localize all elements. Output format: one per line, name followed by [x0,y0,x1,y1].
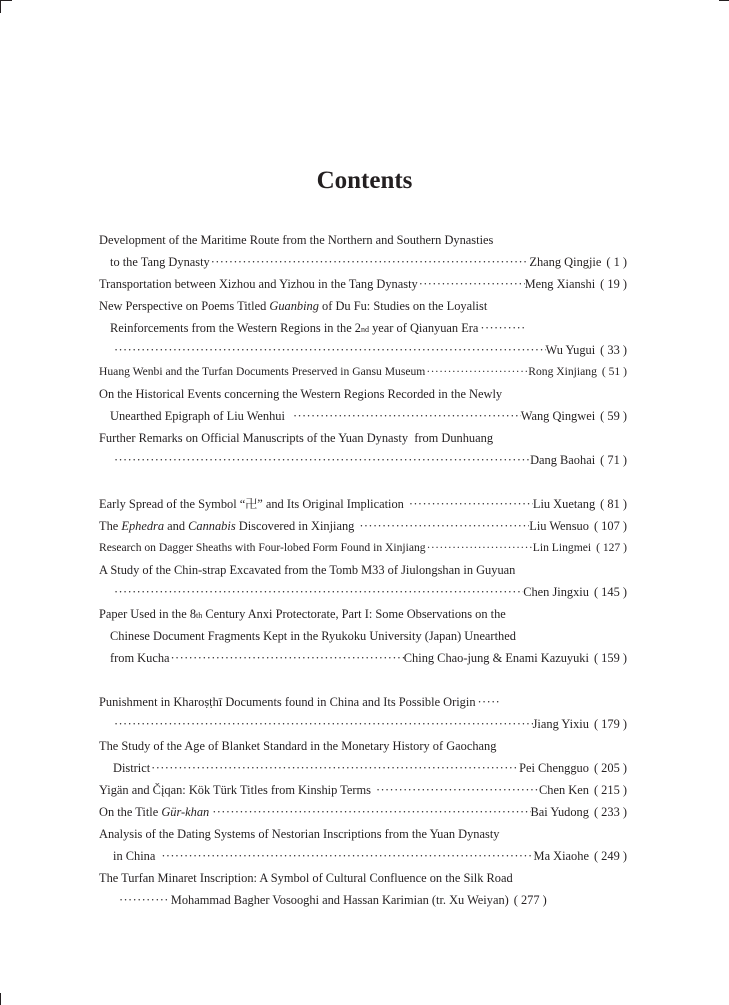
toc-entry-line [99,581,627,603]
entry-page: ( 159 ) [593,651,627,665]
table-of-contents [99,229,627,911]
entry-author: Jiang Yixiu [532,717,589,731]
entry-title: The [99,519,122,533]
dot-leader [113,713,533,735]
entry-author: Ching Chao-jung & Enami Kazuyuki [403,651,589,665]
toc-entry-line [99,713,627,735]
toc-entry-line [99,405,627,427]
toc-entry-line [99,625,627,647]
dot-leader [113,449,530,471]
entry-title: Chinese Document Fragments Kept in the Ryukoku University (Japan) Unearthed [110,629,516,643]
entry-author: Chen Ken [539,783,589,797]
entry-author: Dang Baohai [530,453,596,467]
entry-author: Rong Xinjiang [528,365,597,378]
entry-title: to the Tang Dynasty [110,255,210,269]
entry-title-italic: Ephedra [121,519,165,533]
entry-page: ( 127 ) [596,541,627,554]
toc-entry-line [99,493,627,515]
toc-entry-line [99,449,627,471]
entry-title: and [164,519,189,533]
toc-entry-line [99,779,627,801]
toc-entry-line [99,383,627,405]
superscript: th [196,611,203,620]
crop-mark-top-left [0,0,1,13]
entry-title: Further Remarks on Official Manuscripts of the Yuan Dynasty from Dunhuang [99,431,494,445]
entry-title: On the Historical Events concerning the Western Regions Recorded in the Newly [99,387,503,401]
entry-page: ( 33 ) [600,343,627,357]
toc-entry-line [99,823,627,845]
toc-entry-line [99,845,627,867]
entry-page: ( 179 ) [593,717,627,731]
entry-author: Wu Yugui [545,343,596,357]
toc-entry-line [99,559,627,581]
entry-author: Chen Jingxiu [523,585,589,599]
toc-entry-line [99,427,627,449]
dot-leader [371,779,539,801]
entry-page: ( 277 ) [513,893,547,907]
dot-leader [150,757,519,779]
crop-mark-bottom-left [0,993,1,1005]
toc-entry-line [99,317,627,339]
entry-title: Early Spread of the Symbol “ [99,497,246,511]
entry-author: Pei Chengguo [519,761,589,775]
entry-title: Discovered in Xinjiang [235,519,355,533]
dot-leader [285,405,521,427]
entry-author: Mohammad Bagher Vosooghi and Hassan Karimian (tr. Xu Weiyan) [170,893,509,907]
entry-title: of Du Fu: Studies on the Loyalist [318,299,488,313]
toc-entry-line [99,757,627,779]
entry-author: Lin Lingmei [532,541,592,554]
entry-title: year of Qianyuan Era [369,321,479,335]
toc-entry-line [99,229,627,251]
entry-title: in China [113,849,156,863]
entry-title: Paper Used in the 8 [99,607,197,621]
toc-entry-line [99,361,627,383]
entry-title: Development of the Maritime Route from the Northern and Southern Dynasties [99,233,494,247]
entry-author: Meng Xianshi [524,277,596,291]
entry-title: Huang Wenbi and the Turfan Documents Preserved in Gansu Museum [99,365,426,378]
dot-leader [113,581,523,603]
toc-entry-line [99,537,627,559]
dot-leader: ····· [477,695,501,709]
entry-author: Zhang Qingjie [529,255,602,269]
entry-page: ( 107 ) [593,519,627,533]
toc-entry-line [99,647,627,669]
entry-title: Punishment in Kharoṣṭhī Documents found in China and Its Possible Origin [99,695,476,709]
toc-entry-line [99,801,627,823]
dot-leader [155,845,533,867]
entry-title: Unearthed Epigraph of Liu Wenhui [110,409,285,423]
entry-page: ( 1 ) [606,255,627,269]
entry-author: Wang Qingwei [520,409,596,423]
toc-entry-line [99,735,627,757]
toc-entry-line [99,273,627,295]
entry-author: Ma Xiaohe [533,849,589,863]
entry-title: New Perspective on Poems Titled [99,299,270,313]
toc-entry-line [99,867,627,889]
entry-author: Bai Yudong [530,805,589,819]
entry-title: A Study of the Chin-strap Excavated from the Tomb M33 of Jiulongshan in Guyuan [99,563,516,577]
entry-title: On the Title [99,805,162,819]
dot-leader [113,339,546,361]
page-title: Contents [316,167,413,194]
toc-entry-line [99,603,627,625]
entry-title-italic: Cannabis [188,519,236,533]
entry-title: District [113,761,151,775]
entry-page: ( 233 ) [593,805,627,819]
entry-page: ( 249 ) [593,849,627,863]
entry-page: ( 145 ) [593,585,627,599]
entry-page: ( 215 ) [593,783,627,797]
toc-entry-line [99,251,627,273]
entry-page: ( 81 ) [600,497,627,511]
entry-page: ( 59 ) [600,409,627,423]
crop-mark-top-right [719,0,729,1]
entry-title: The Turfan Minaret Inscription: A Symbol of Cultural Confluence on the Silk Road [99,871,513,885]
entry-title: Research on Dagger Sheaths with Four-lobed Form Found in Xinjiang [99,541,426,554]
toc-entry-line [99,889,627,911]
entry-title-italic: Gür-khan [161,805,210,819]
entry-title: The Study of the Age of Blanket Standard in the Monetary History of Gaochang [99,739,497,753]
dot-leader [426,537,533,559]
dot-leader: ·········· [480,321,526,335]
entry-page: ( 19 ) [600,277,627,291]
entry-title: ” and Its Original Implication [257,497,404,511]
entry-author: Liu Wensuo [529,519,589,533]
entry-page: ( 71 ) [600,453,627,467]
dot-leader: ··········· [119,893,169,907]
toc-entry-line [99,515,627,537]
entry-title: Yigän and Čįqan: Kök Türk Titles from Kinship Terms [99,783,371,797]
dot-leader [418,273,525,295]
entry-title: Reinforcements from the Western Regions in the 2 [110,321,362,335]
dot-leader [354,515,529,537]
toc-entry-line [99,339,627,361]
entry-title: from Kucha [110,651,170,665]
toc-entry-line [99,691,627,713]
dot-leader [170,647,404,669]
dot-leader [210,251,530,273]
entry-page: ( 51 ) [601,365,627,378]
entry-title: Century Anxi Protectorate, Part I: Some Observations on the [202,607,506,621]
entry-title-italic: Guanbing [269,299,319,313]
dot-leader [425,361,528,383]
dot-leader [404,493,533,515]
entry-author: Liu Xuetang [532,497,596,511]
entry-title: Analysis of the Dating Systems of Nestorian Inscriptions from the Yuan Dynasty [99,827,500,841]
entry-page: ( 205 ) [593,761,627,775]
swastika-symbol: 卍 [245,497,258,511]
crop-mark-top-left-h [0,0,12,1]
entry-title: Transportation between Xizhou and Yizhou in the Tang Dynasty [99,277,418,291]
superscript: nd [361,325,370,334]
toc-entry-line [99,295,627,317]
dot-leader [209,801,530,823]
